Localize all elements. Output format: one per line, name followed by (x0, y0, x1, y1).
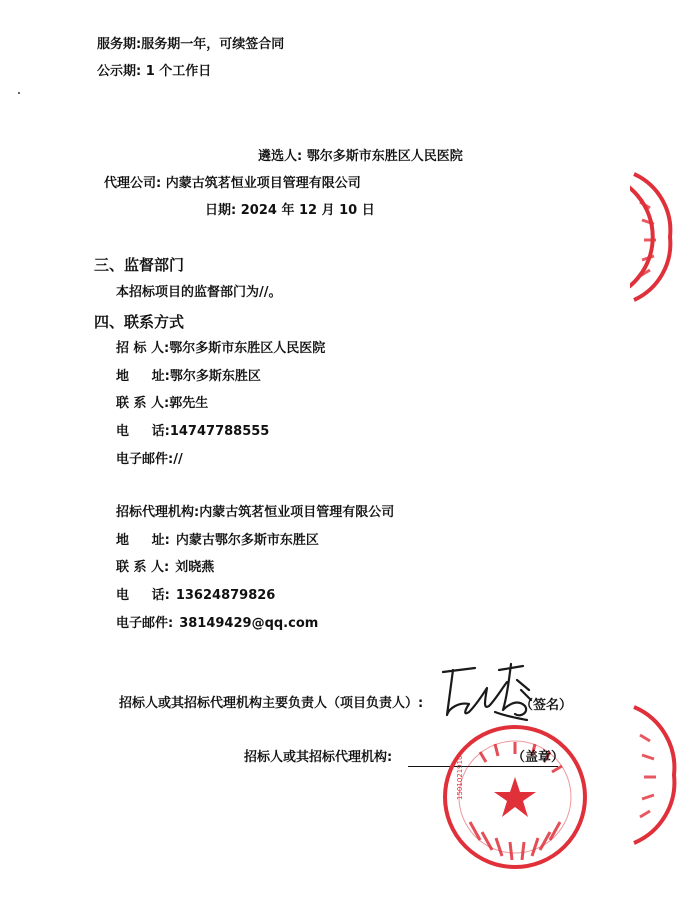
edge-seal-top (630, 172, 690, 302)
agent-label: 代理公司: (104, 176, 162, 191)
service-period (97, 37, 284, 53)
tenderer-address-value: 鄂尔多斯东胜区 (169, 369, 261, 384)
signature-suffix: （签名） (520, 698, 573, 713)
seal-number: 1501021910 (456, 755, 464, 800)
org-label: 招标人或其招标代理机构: (244, 750, 393, 765)
agency-contact (116, 560, 214, 576)
tenderer-name-label: 招 标 人: (116, 341, 170, 356)
tenderer-name-value: 鄂尔多斯市东胜区人民医院 (169, 341, 326, 356)
seal-suffix: （盖章） (512, 750, 565, 765)
tenderer-name (116, 341, 325, 357)
agency-name (116, 505, 394, 521)
tenderer-phone-value: 14747788555 (169, 424, 270, 439)
tenderer-email-value: // (173, 452, 183, 467)
agency-name-label: 招标代理机构: (116, 505, 200, 520)
agency-phone-label: 电 话: (116, 588, 170, 603)
tenderer-contact (116, 396, 208, 412)
official-seal (440, 722, 590, 872)
selector-line (258, 149, 463, 165)
seal-star (494, 777, 536, 817)
tenderer-email-label: 电子邮件: (116, 452, 174, 467)
agency-phone (116, 588, 275, 604)
selector-value: 鄂尔多斯市东胜区人民医院 (306, 149, 463, 164)
service-period-label: 服务期: (97, 37, 142, 52)
tenderer-address (116, 369, 261, 385)
margin-dot (18, 92, 20, 94)
publicity-period (97, 64, 211, 80)
date-label: 日期: (205, 203, 237, 218)
agency-email-value: 38149429@qq.com (179, 616, 319, 631)
section4-heading: 四、联系方式 (94, 313, 185, 331)
tenderer-address-label: 地 址: (116, 369, 170, 384)
tenderer-email (116, 452, 183, 468)
section3-heading: 三、监督部门 (94, 256, 185, 274)
tenderer-phone (116, 424, 269, 440)
publicity-label: 公示期: (97, 64, 142, 79)
publicity-value: 1 个工作日 (145, 64, 212, 79)
section3-body: 本招标项目的监督部门为//。 (116, 285, 282, 300)
agency-address-label: 地 址: (116, 533, 170, 548)
selector-label: 遴选人: (258, 149, 303, 164)
date-value: 2024 年 12 月 10 日 (240, 203, 375, 218)
tenderer-contact-value: 郭先生 (169, 396, 209, 411)
date-line (205, 203, 375, 219)
handwritten-signature (425, 660, 555, 730)
tenderer-contact-label: 联 系 人: (116, 396, 170, 411)
agency-address (116, 533, 319, 549)
agency-address-value: 内蒙古鄂尔多斯市东胜区 (175, 533, 319, 548)
agency-contact-label: 联 系 人: (116, 560, 170, 575)
edge-seal-bottom (630, 705, 690, 845)
service-period-value: 服务期一年，可续签合同 (141, 37, 285, 52)
agency-email (116, 616, 318, 632)
agency-contact-value: 刘晓燕 (175, 560, 215, 575)
responsible-label: 招标人或其招标代理机构主要负责人（项目负责人）: (119, 696, 424, 711)
agency-phone-value: 13624879826 (175, 588, 276, 603)
agent-line (104, 176, 361, 192)
agency-email-label: 电子邮件: (116, 616, 174, 631)
agent-value: 内蒙古筑茗恒业项目管理有限公司 (165, 176, 361, 191)
agency-name-value: 内蒙古筑茗恒业项目管理有限公司 (199, 505, 395, 520)
tenderer-phone-label: 电 话: (116, 424, 170, 439)
